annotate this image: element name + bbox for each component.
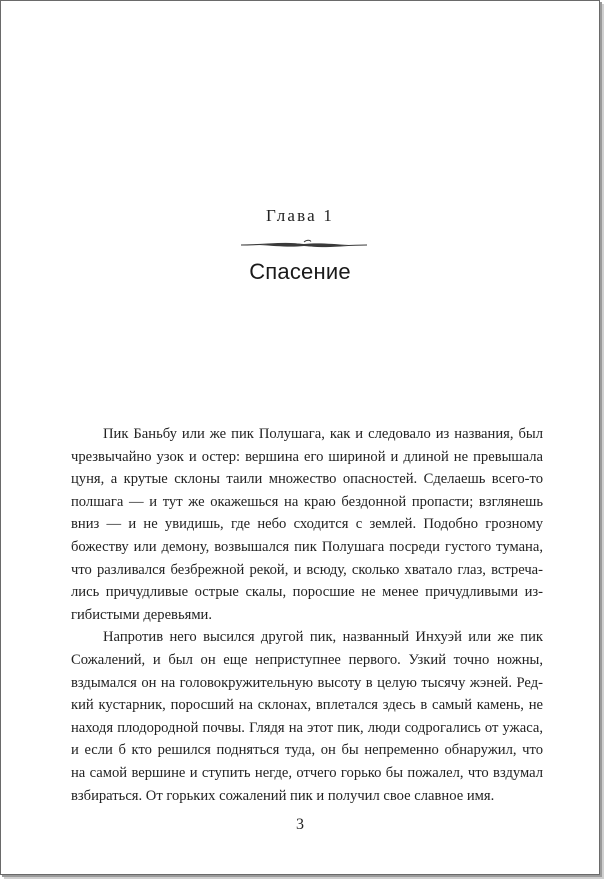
text-line: чрезвычайно узок и остер: вершина его шириной и длиной не превышала: [71, 448, 543, 465]
text-line: божеству или демону, возвышался пик Полушага посреди густого тумана,: [71, 538, 543, 555]
text-line: и если б кто решился подняться туда, он бы непременно обнаружил, что: [71, 742, 543, 759]
text-line: находя плодородной почвы. Глядя на этот пик, люди содрогались от ужаса,: [71, 719, 543, 736]
text-line: Пик Баньбу или же пик Полушага, как и следовало из названия, был: [103, 426, 543, 442]
text-line: Сожалений, и был он еще неприступнее первого. Узкий точно ножны,: [71, 651, 543, 668]
text-line: полшага — и тут же окажешься на краю бездонной пропасти; взглянешь: [71, 493, 543, 510]
text-line: взбираться. От горьких сожалений пик и получил свое славное имя.: [71, 787, 495, 804]
chapter-body: [71, 423, 543, 807]
paragraph-1: [71, 423, 543, 626]
text-line: кий кустарник, поросший на склонах, вплетался здесь в самый камень, не: [71, 697, 543, 714]
text-line: на самой вершине и ступить негде, отчего горько бы пожалел, что вздумал: [71, 764, 543, 781]
page-number: 3: [296, 816, 304, 833]
chapter-divider-ornament-icon: [239, 238, 369, 252]
paragraph-2: [71, 626, 543, 807]
chapter-label: Глава 1: [265, 206, 335, 225]
text-line: вздымался он на головокружительную высоту в целую тысячу жэней. Ред-: [71, 674, 543, 691]
text-line: что разливался безбрежной рекой, и всюду, сколько хватало глаз, встреча-: [71, 561, 543, 578]
chapter-title: Спасение: [249, 259, 351, 284]
text-line: вниз — и не увидишь, где небо сходится с землей. Подобно грозному: [71, 516, 543, 533]
text-line: Напротив него высился другой пик, названный Инхуэй или же пик: [103, 629, 543, 646]
text-line: цуня, а крутые склоны таили множество опасностей. Сделаешь всего-то: [71, 471, 543, 488]
text-line: лись причудливые острые скалы, поросшие не менее причудливыми из-: [71, 584, 543, 601]
text-line: гибистыми деревьями.: [71, 606, 213, 623]
